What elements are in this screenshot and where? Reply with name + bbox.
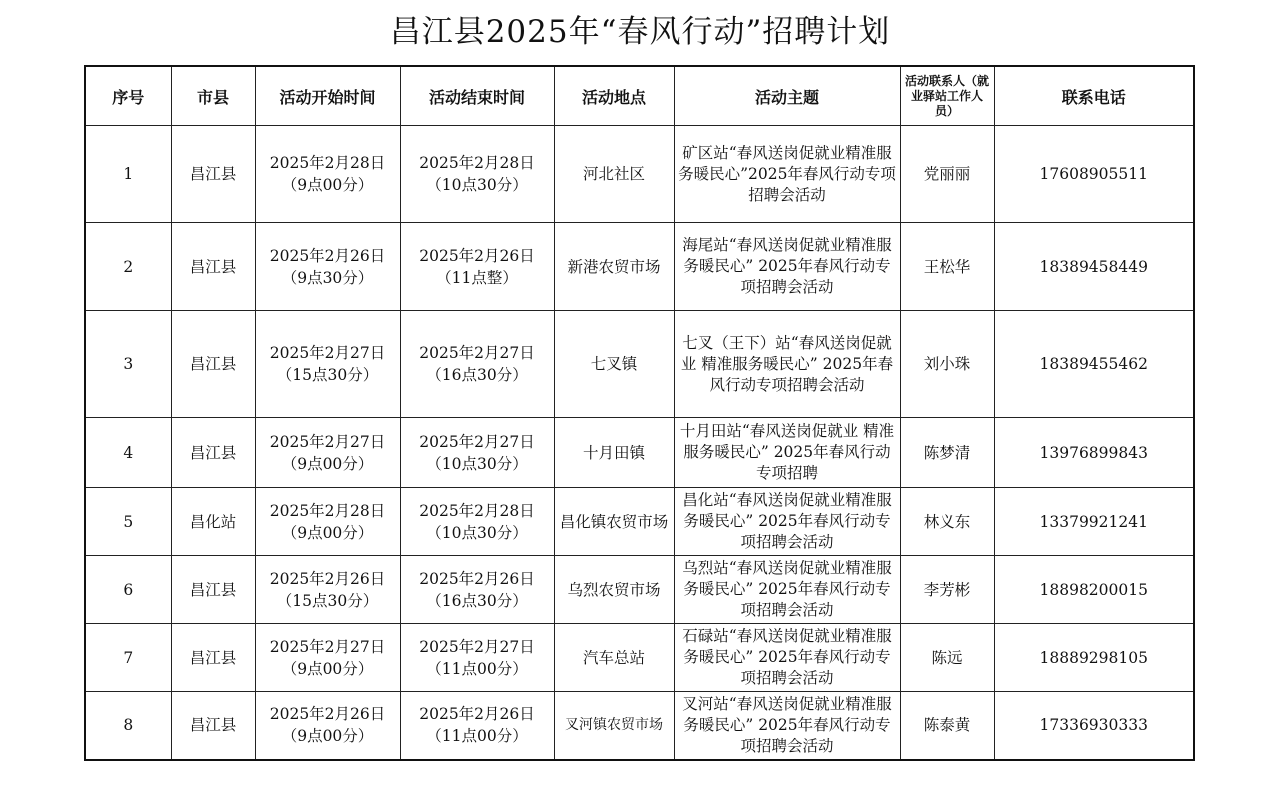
cell-theme: 叉河站“春风送岗促就业精准服务暖民心” 2025年春风行动专项招聘会活动	[674, 692, 900, 760]
cell-location: 乌烈农贸市场	[554, 556, 674, 624]
table-row	[85, 126, 1194, 223]
cell-contact: 李芳彬	[900, 556, 994, 624]
cell-phone: 13379921241	[994, 488, 1194, 556]
cell-contact: 王松华	[900, 223, 994, 311]
table-row	[85, 311, 1194, 418]
cell-contact: 陈梦清	[900, 418, 994, 488]
table-row	[85, 556, 1194, 624]
cell-start-time: 2025年2月26日（9点00分）	[255, 692, 400, 760]
table-header-row	[85, 66, 1194, 126]
cell-theme: 乌烈站“春风送岗促就业精准服务暖民心” 2025年春风行动专项招聘会活动	[674, 556, 900, 624]
cell-location: 十月田镇	[554, 418, 674, 488]
cell-phone: 18389455462	[994, 311, 1194, 418]
header-contact: 活动联系人（就业驿站工作人员）	[900, 66, 994, 126]
cell-county: 昌江县	[171, 126, 255, 223]
header-location: 活动地点	[554, 66, 674, 126]
cell-county: 昌江县	[171, 311, 255, 418]
table-row	[85, 692, 1194, 760]
cell-contact: 林义东	[900, 488, 994, 556]
cell-county: 昌化站	[171, 488, 255, 556]
cell-contact: 陈远	[900, 624, 994, 692]
cell-phone: 18898200015	[994, 556, 1194, 624]
cell-start-time: 2025年2月27日（9点00分）	[255, 624, 400, 692]
cell-end-time: 2025年2月26日（11点00分）	[400, 692, 554, 760]
cell-no: 5	[85, 488, 171, 556]
cell-theme-text: 十月田站“春风送岗促就业 精准服务暖民心” 2025年春风行动专项招聘	[679, 422, 895, 482]
cell-phone: 17336930333	[994, 692, 1194, 760]
cell-end-time: 2025年2月28日（10点30分）	[400, 126, 554, 223]
header-theme: 活动主题	[674, 66, 900, 126]
cell-start-time: 2025年2月27日（9点00分）	[255, 418, 400, 488]
table-row	[85, 624, 1194, 692]
cell-no: 2	[85, 223, 171, 311]
cell-location: 叉河镇农贸市场	[554, 692, 674, 760]
cell-location: 汽车总站	[554, 624, 674, 692]
cell-end-time: 2025年2月27日（11点00分）	[400, 624, 554, 692]
table-row	[85, 488, 1194, 556]
cell-phone: 13976899843	[994, 418, 1194, 488]
header-phone: 联系电话	[994, 66, 1194, 126]
cell-county: 昌江县	[171, 556, 255, 624]
page-title: 昌江县2025年“春风行动”招聘计划	[389, 14, 891, 50]
cell-theme: 昌化站“春风送岗促就业精准服务暖民心” 2025年春风行动专项招聘会活动	[674, 488, 900, 556]
cell-start-time: 2025年2月26日（15点30分）	[255, 556, 400, 624]
cell-phone: 18389458449	[994, 223, 1194, 311]
cell-location: 河北社区	[554, 126, 674, 223]
header-start-time: 活动开始时间	[255, 66, 400, 126]
cell-contact: 党丽丽	[900, 126, 994, 223]
cell-no: 3	[85, 311, 171, 418]
cell-end-time: 2025年2月26日（16点30分）	[400, 556, 554, 624]
cell-start-time: 2025年2月27日（15点30分）	[255, 311, 400, 418]
cell-county: 昌江县	[171, 223, 255, 311]
cell-end-time: 2025年2月27日（10点30分）	[400, 418, 554, 488]
cell-start-time: 2025年2月28日（9点00分）	[255, 126, 400, 223]
header-no: 序号	[85, 66, 171, 126]
cell-location: 七叉镇	[554, 311, 674, 418]
cell-no: 4	[85, 418, 171, 488]
cell-theme: 矿区站“春风送岗促就业精准服务暖民心”2025年春风行动专项招聘会活动	[674, 126, 900, 223]
cell-no: 1	[85, 126, 171, 223]
cell-contact: 陈泰黄	[900, 692, 994, 760]
table-row	[85, 223, 1194, 311]
cell-theme	[674, 418, 900, 488]
header-county: 市县	[171, 66, 255, 126]
cell-phone: 18889298105	[994, 624, 1194, 692]
header-end-time: 活动结束时间	[400, 66, 554, 126]
cell-start-time: 2025年2月28日（9点00分）	[255, 488, 400, 556]
cell-no: 7	[85, 624, 171, 692]
cell-location: 新港农贸市场	[554, 223, 674, 311]
cell-end-time: 2025年2月28日（10点30分）	[400, 488, 554, 556]
cell-no: 6	[85, 556, 171, 624]
recruitment-plan-table	[84, 65, 1195, 761]
cell-end-time: 2025年2月26日（11点整）	[400, 223, 554, 311]
table-row	[85, 418, 1194, 488]
cell-theme: 七叉（王下）站“春风送岗促就业 精准服务暖民心” 2025年春风行动专项招聘会活动	[674, 311, 900, 418]
cell-phone: 17608905511	[994, 126, 1194, 223]
cell-contact: 刘小珠	[900, 311, 994, 418]
cell-theme: 石碌站“春风送岗促就业精准服务暖民心” 2025年春风行动专项招聘会活动	[674, 624, 900, 692]
cell-theme: 海尾站“春风送岗促就业精准服务暖民心” 2025年春风行动专项招聘会活动	[674, 223, 900, 311]
cell-location: 昌化镇农贸市场	[554, 488, 674, 556]
cell-no: 8	[85, 692, 171, 760]
cell-county: 昌江县	[171, 624, 255, 692]
cell-start-time: 2025年2月26日（9点30分）	[255, 223, 400, 311]
cell-county: 昌江县	[171, 418, 255, 488]
cell-county: 昌江县	[171, 692, 255, 760]
cell-end-time: 2025年2月27日（16点30分）	[400, 311, 554, 418]
